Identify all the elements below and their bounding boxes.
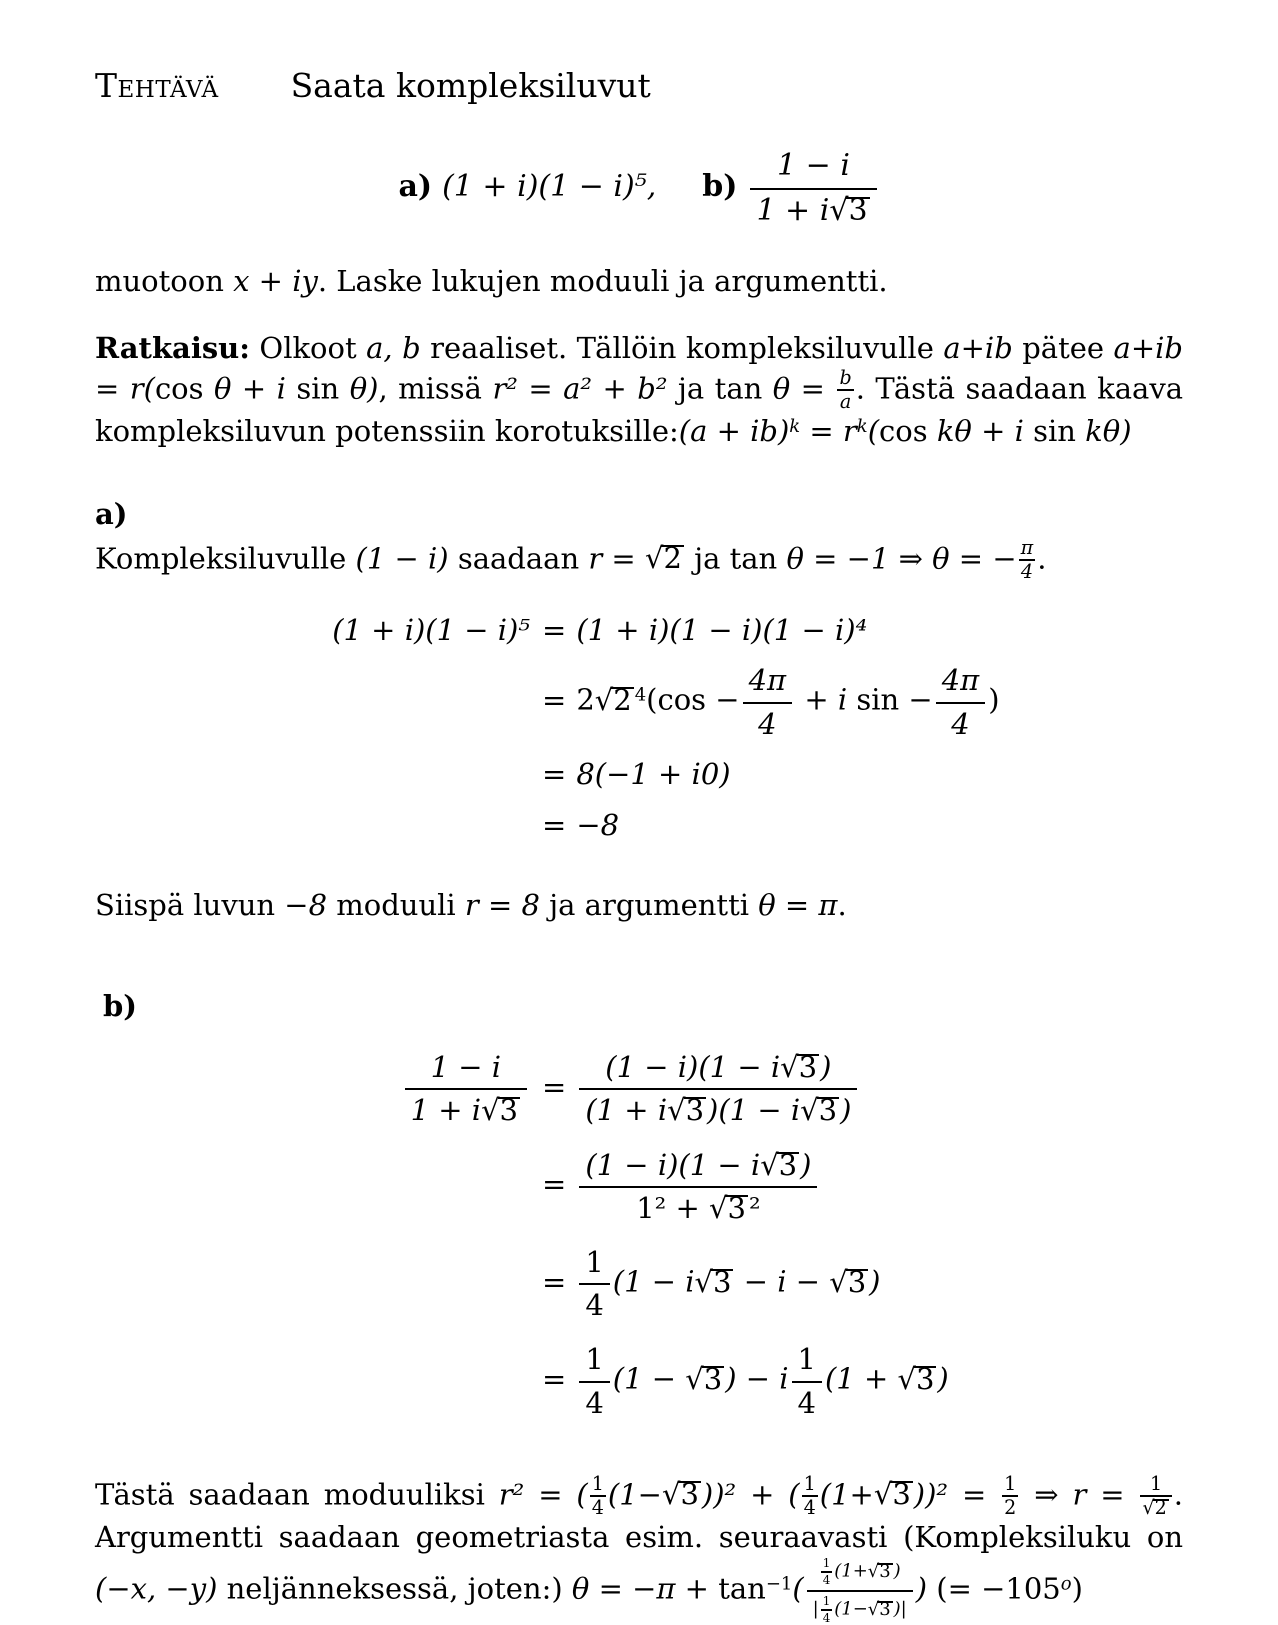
tehtava-label: Tehtävä: [95, 66, 219, 105]
text-run: .: [837, 888, 847, 923]
math-run: (1 + i: [585, 1093, 668, 1128]
math-run: r =: [588, 541, 645, 576]
math-run: ): [800, 1147, 812, 1182]
numerator: 1: [1002, 1474, 1018, 1497]
denominator: [1140, 1497, 1171, 1518]
text-run: ja: [667, 371, 715, 405]
eq-rhs: [530, 663, 1000, 740]
math-run: (1 + i)(1 − i)(1 − i)⁴: [576, 612, 868, 647]
denominator: 4: [797, 1385, 816, 1420]
math-run: ): [937, 1362, 949, 1397]
equals-sign: =: [542, 807, 567, 842]
text-run: reaaliset. Tällöin kompleksiluvulle: [420, 330, 944, 365]
sqrt-icon: [874, 1477, 914, 1511]
sqrt-icon: [709, 1191, 749, 1225]
math-run: (1+: [819, 1477, 874, 1512]
math-run: ) − i: [725, 1362, 789, 1397]
eq-rhs: [530, 808, 1000, 843]
denominator: [750, 190, 876, 228]
math-run: θ = −1 ⇒ θ = −: [777, 541, 1017, 576]
eq-rhs: [530, 757, 1000, 792]
math-run: −: [706, 683, 740, 718]
math-run: kθ + i: [927, 414, 1034, 449]
math-run: )(1 − i: [707, 1093, 801, 1128]
eq-rhs: [530, 1342, 949, 1419]
math-run: (1 − i): [355, 541, 449, 576]
math-run: (: [792, 1571, 804, 1606]
tan-function: tan: [729, 541, 778, 576]
numerator: [579, 1148, 817, 1188]
sqrt-icon: [780, 1050, 820, 1084]
numerator: 1: [590, 1474, 606, 1497]
math-run: r = 8: [464, 888, 540, 923]
abs-bar: |: [812, 1598, 819, 1620]
sqrt-icon: [1142, 1496, 1169, 1519]
denominator: 4: [803, 1496, 816, 1520]
sqrt-radicand: 3: [685, 1093, 707, 1127]
sqrt-icon: [685, 1362, 725, 1396]
page-title: Saata kompleksiluvut: [290, 66, 651, 105]
text-run: Olkoot: [249, 330, 367, 365]
eq-rhs: [530, 613, 1000, 648]
sqrt-radicand: 2: [1154, 1496, 1170, 1519]
numerator: π: [1019, 538, 1036, 561]
math-run: ): [869, 1264, 881, 1299]
sqrt-radicand: 3: [891, 1477, 913, 1511]
math-run: = r: [800, 414, 857, 449]
math-run: −: [899, 683, 933, 718]
sin-function: sin: [856, 683, 900, 718]
text-run: (= −105: [927, 1571, 1061, 1606]
denominator: a: [839, 390, 852, 413]
numerator: 1 − i: [750, 148, 876, 189]
section-a-sentence: [95, 538, 1183, 583]
text-run: .: [1037, 541, 1047, 576]
ratkaisu-paragraph: [95, 329, 1183, 451]
denominator: [405, 1090, 527, 1127]
math-run: (1 − i)(1 − i: [605, 1050, 781, 1085]
eq-lhs: [95, 1050, 530, 1127]
denominator: 4: [822, 1610, 831, 1625]
conclusion-b-paragraph: [95, 1471, 1183, 1625]
denominator: 4: [758, 706, 777, 741]
sqrt-radicand: 3: [878, 1599, 893, 1620]
math-run: (1 − i)(1 − i: [585, 1147, 761, 1182]
denominator: 4: [1020, 560, 1034, 584]
math-run: ⇒ r =: [1020, 1477, 1139, 1512]
equals-sign: =: [542, 1362, 567, 1397]
math-run: (1−: [607, 1477, 662, 1512]
section-b-label: b): [103, 989, 137, 1024]
text-run: ): [1071, 1571, 1083, 1606]
math-run: (1 − i: [612, 1264, 695, 1299]
sqrt-icon: [645, 541, 685, 575]
text-run: moduuli: [327, 888, 465, 923]
math-run: (a + ib): [678, 414, 790, 449]
eq-rhs: [530, 1148, 949, 1225]
lhs-fraction: [402, 1050, 530, 1127]
inline-fraction-1-over-4: [800, 1471, 820, 1520]
math-run: θ): [339, 371, 379, 405]
sqrt-radicand: 3: [798, 1050, 820, 1084]
numerator: 4π: [936, 663, 986, 703]
math-run: (−x, −y): [95, 1571, 218, 1606]
math-run: ))² + (: [701, 1477, 800, 1512]
sqrt-radicand: 3: [915, 1362, 937, 1396]
math-run: −8: [284, 888, 328, 923]
denominator: 4: [951, 706, 970, 741]
sqrt-radicand: 3: [712, 1265, 734, 1299]
rhs-fraction: [576, 1148, 820, 1225]
equals-sign: =: [542, 683, 567, 718]
tiny-fraction-1-over-4: [819, 1557, 835, 1586]
inline-fraction-b-over-a: [835, 365, 855, 413]
eq-lhs: (1 + i)(1 − i)⁵: [332, 612, 530, 647]
equation-block-b: [95, 1050, 1183, 1420]
sqrt-radicand: 2: [612, 683, 634, 717]
math-run: + i: [795, 683, 857, 718]
equation-block-a: [95, 613, 1183, 843]
problem-display-equation: [95, 148, 1183, 228]
fraction-1-over-4: [789, 1342, 825, 1419]
tan-argument-fraction: [804, 1557, 916, 1624]
sqrt-icon: [829, 193, 870, 228]
sqrt-radicand: 3: [679, 1477, 701, 1511]
text-run: . Tästä saadaan kaava kompleksiluvun potenssiin korotuksille:: [95, 371, 1184, 449]
sqrt-icon: [760, 1148, 800, 1182]
sqrt-radicand: 3: [499, 1093, 521, 1127]
sqrt-icon: [868, 1561, 894, 1582]
fraction-1-over-4: [576, 1245, 612, 1322]
ratkaisu-label: Ratkaisu:: [95, 330, 250, 365]
text-run: , missä: [378, 371, 493, 405]
text-run: saadaan: [448, 541, 589, 576]
math-run: a+ib = r(: [95, 330, 1183, 405]
denominator: [807, 1592, 913, 1624]
math-run: ): [840, 1093, 852, 1128]
math-run: a+ib: [943, 330, 1013, 365]
task-sentence: [95, 262, 1183, 301]
numerator: 4π: [743, 663, 793, 703]
math-run: r² = (: [498, 1477, 588, 1512]
cos-function: cos: [154, 371, 204, 405]
conclusion-a-sentence: [95, 886, 1183, 925]
math-run: ): [893, 1560, 901, 1582]
text-run: Siispä luvun: [95, 888, 285, 923]
fraction-1-over-4: [576, 1342, 612, 1419]
numerator: 1: [1140, 1474, 1171, 1497]
inline-fraction-1-over-2: [1000, 1471, 1020, 1520]
numerator: [807, 1557, 913, 1592]
open-paren: (: [646, 683, 658, 718]
inline-fraction-1-over-4: [588, 1471, 608, 1520]
equals-sign: =: [542, 612, 567, 647]
sqrt-icon: [481, 1093, 521, 1127]
denominator-text: 1 + i: [410, 1093, 482, 1128]
section-a-label: a): [95, 497, 128, 532]
text-run: pätee: [1012, 330, 1114, 365]
math-run: θ = π: [758, 888, 838, 923]
sqrt-radicand: 3: [726, 1191, 748, 1225]
numerator: 1: [792, 1342, 822, 1382]
sqrt-icon: [829, 1265, 869, 1299]
math-run: θ = −π +: [571, 1571, 719, 1606]
math-run: kθ): [1075, 414, 1132, 449]
equals-sign: =: [542, 1167, 567, 1202]
sqrt-icon: [897, 1362, 937, 1396]
math-run: a, b: [366, 330, 421, 365]
math-run: x + iy: [233, 264, 318, 298]
cos-function: cos: [879, 414, 928, 449]
math-run: − i −: [734, 1264, 830, 1299]
document-heading: [95, 64, 1183, 108]
math-run: ): [820, 1050, 832, 1085]
sqrt-radicand: 3: [818, 1093, 840, 1127]
sin-function: sin: [296, 371, 340, 405]
sqrt-icon: [662, 1477, 702, 1511]
math-run: (1 −: [612, 1362, 686, 1397]
rhs-fraction: [576, 1050, 860, 1127]
exponent-o: o: [1060, 1573, 1072, 1595]
eq-rhs: [530, 1245, 949, 1322]
sqrt-radicand: 3: [778, 1148, 800, 1182]
text-run: Kompleksiluvulle: [95, 541, 356, 576]
sqrt-radicand: 3: [878, 1561, 893, 1582]
numerator: [579, 1050, 857, 1090]
sqrt-radicand: 3: [847, 193, 870, 228]
numerator: 1: [579, 1245, 609, 1285]
inline-fraction-pi-over-4: [1017, 538, 1038, 583]
denominator: [579, 1090, 857, 1127]
denominator: 4: [822, 1572, 831, 1587]
text-run: Tästä saadaan moduuliksi: [95, 1477, 499, 1512]
denominator: 4: [591, 1496, 604, 1520]
item-a-label: a): [398, 169, 433, 205]
exponent-4: 4: [634, 685, 647, 707]
text-run: . Argumentti saadaan geometriasta esim. seuraavasti (Kompleksiluku on: [95, 1477, 1183, 1555]
denominator: [579, 1188, 817, 1225]
math-run: (1+: [834, 1560, 868, 1582]
fraction-4pi-over-4: [740, 663, 796, 740]
sqrt-radicand: 3: [703, 1362, 725, 1396]
inline-fraction-1-over-sqrt2: [1138, 1471, 1173, 1520]
denominator: 4: [585, 1385, 604, 1420]
numerator: 1: [821, 1595, 833, 1611]
numerator: 1: [821, 1557, 833, 1573]
tan-function: tan: [718, 1571, 766, 1606]
coefficient: 2: [576, 683, 595, 718]
fraction-4pi-over-4: [933, 663, 989, 740]
text-run: ja: [684, 541, 730, 576]
math-run: 1² +: [636, 1190, 709, 1225]
numerator: 1: [579, 1342, 609, 1382]
sqrt-radicand: 2: [662, 541, 684, 575]
close-paren: ): [988, 683, 1000, 718]
math-run: ): [915, 1571, 928, 1606]
text-run: . Laske lukujen moduuli ja argumentti.: [317, 264, 888, 298]
math-run: (: [867, 414, 880, 449]
sin-function: sin: [1033, 414, 1076, 449]
sqrt-icon: [595, 683, 635, 717]
exponent-2: ²: [748, 1190, 761, 1225]
text-run: ja argumentti: [539, 888, 759, 923]
item-a-expression: (1 + i)(1 − i)⁵,: [442, 169, 657, 205]
text-run: muotoon: [95, 264, 234, 298]
eq-rhs: [530, 1050, 949, 1127]
numerator: 1: [802, 1474, 818, 1497]
denominator-text: 1 + i: [756, 192, 830, 228]
equals-sign: =: [542, 1069, 567, 1104]
numerator: 1 − i: [405, 1050, 527, 1090]
denominator: 4: [585, 1288, 604, 1323]
exponent-k: k: [856, 416, 868, 438]
sqrt-icon: [868, 1599, 894, 1620]
math-run: )|: [893, 1598, 907, 1620]
exponent-inverse: −1: [765, 1573, 793, 1595]
text-run: neljänneksessä, joten:): [217, 1571, 572, 1606]
tan-function: tan: [714, 371, 763, 405]
sqrt-icon: [667, 1093, 707, 1127]
exponent-k: k: [789, 416, 801, 438]
equals-sign: =: [542, 1264, 567, 1299]
math-run: (1−: [834, 1598, 868, 1620]
math-run: (1 +: [824, 1362, 898, 1397]
equals-sign: =: [542, 756, 567, 791]
numerator: b: [837, 368, 853, 391]
math-run: 8(−1 + i0): [576, 756, 731, 791]
item-b-fraction: [747, 148, 879, 228]
cos-function: cos: [657, 683, 707, 718]
sqrt-icon: [800, 1093, 840, 1127]
tiny-fraction-1-over-4: [819, 1595, 835, 1624]
item-b-label: b): [702, 169, 738, 205]
math-run: r² = a² + b²: [492, 371, 668, 405]
math-run: −8: [576, 807, 620, 842]
math-run: ))² =: [913, 1477, 1001, 1512]
denominator: 2: [1004, 1496, 1017, 1520]
sqrt-icon: [695, 1265, 735, 1299]
math-run: θ =: [762, 371, 836, 405]
sqrt-radicand: 3: [847, 1265, 869, 1299]
math-run: θ + i: [203, 371, 297, 405]
